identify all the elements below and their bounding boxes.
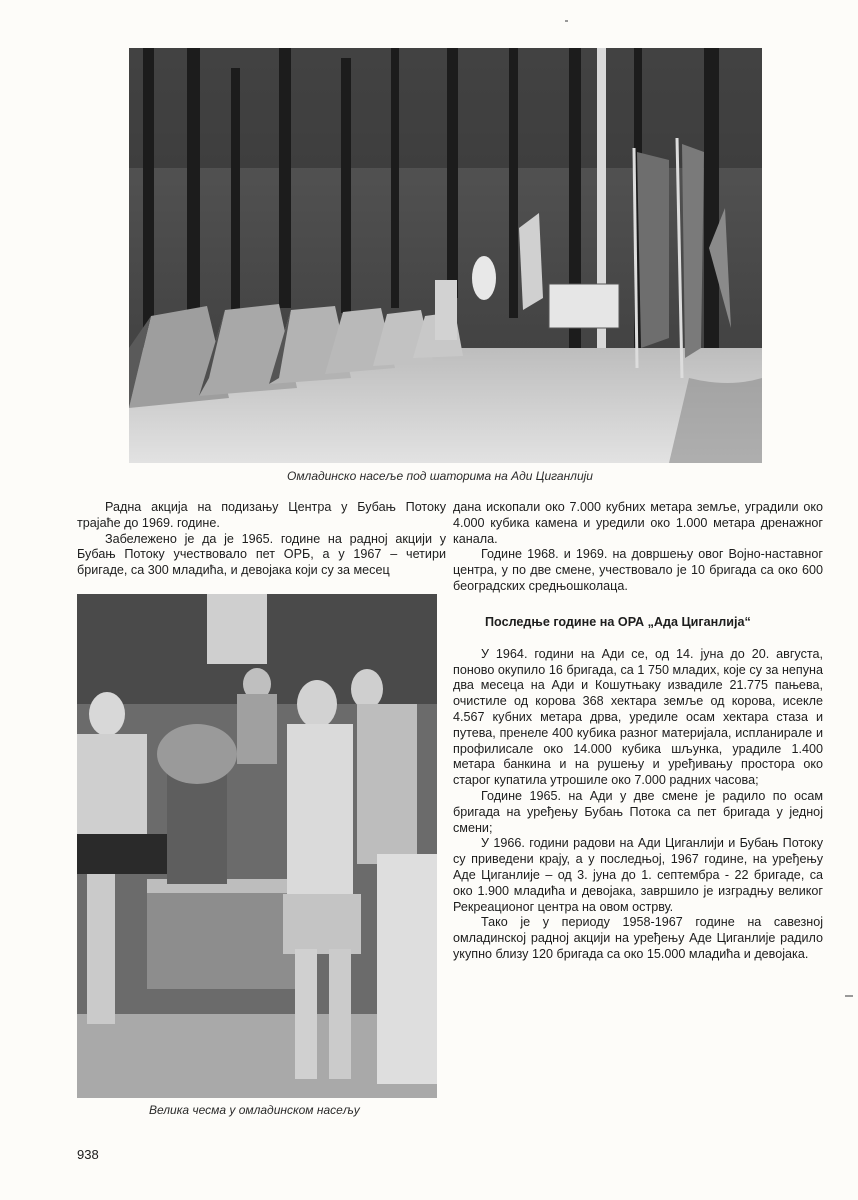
photo-caption-left: Велика чесма у омладинском насељу [149,1103,360,1117]
notice-board [549,284,619,328]
scan-speck [565,20,568,22]
photo-fountain [77,594,437,1098]
scan-speck [845,995,853,997]
section-heading: Последње године на ОРА „Ада Циганлија“ [485,614,751,629]
photo-tent-settlement [129,48,762,463]
photo-caption-top: Омладинско насеље под шаторима на Ади Циганлији [287,469,593,483]
left-column [77,500,446,579]
photo-fountain-image [77,594,437,1098]
paragraph: Године 1968. и 1969. на довршењу овог Војно-наставног центра, у по две смене, учествовало је 10 бригада са око 600 београдских средњошколаца. [453,547,823,593]
paragraph: Забележено је да је 1965. године на радној акцији у Бубањ Потоку учествовало пет ОРБ, а у 1967 – четири бригаде, са 300 младића, и девојака који су за месец [77,531,446,578]
paragraph: Радна акција на подизању Центра у Бубањ Потоку трајаће до 1969. године. [77,500,446,530]
right-column [453,500,823,963]
paragraph: Године 1965. на Ади у две смене је радило по осам бригада на уређењу Бубањ Потока са пет бригада у једној смени; [453,788,823,835]
sky-gap [207,594,267,664]
page-number: 938 [77,1147,99,1162]
photo-tent-settlement-image [129,48,762,463]
paragraph-continuation: дана ископали око 7.000 кубних метара земље, уградили око 4.000 кубика камена и уредили око 1.000 метара дренажног канала. [453,500,823,546]
emblem-sign [472,256,496,300]
canopy-shadow [129,48,762,168]
sign-post [435,280,457,340]
paragraph: Тако је у периоду 1958-1967 године на савезној омладинској радној акцији на уређењу Аде Циганлије радило укупно близу 120 бригада са око 15.000 младића и девојака. [453,915,823,961]
paragraph: У 1964. години на Ади се, од 14. јуна до 20. августа, поново окупило 16 бригада, са 1 750 младих, које су за непуна два месеца на Ади и Кошутњаку извадиле 21.775 пањева, очистиле од корова 368 хектара земље од корова, исекле 4.567 кубних метара дрва, уредиле осам хектара стаза и путева, пренеле 400 кубика разног материјала, испланирале и профилисале око 14.000 кубика шљунка, урадиле 1.400 метара банкина и на рушењу и уређивању простора око старог купатила утрошиле око 7.000 радних часова; [453,646,823,788]
paragraph: У 1966. години радови на Ади Циганлији и Бубањ Потоку су приведени крају, а у последњој, 1967 године, на уређењу Аде Циганлије – од 3. јуна до 1. септембра - 22 бригаде, са око 1.900 младића и девојака, завршило је изградњу великог Рекреационог центра на овом острву. [453,836,823,914]
